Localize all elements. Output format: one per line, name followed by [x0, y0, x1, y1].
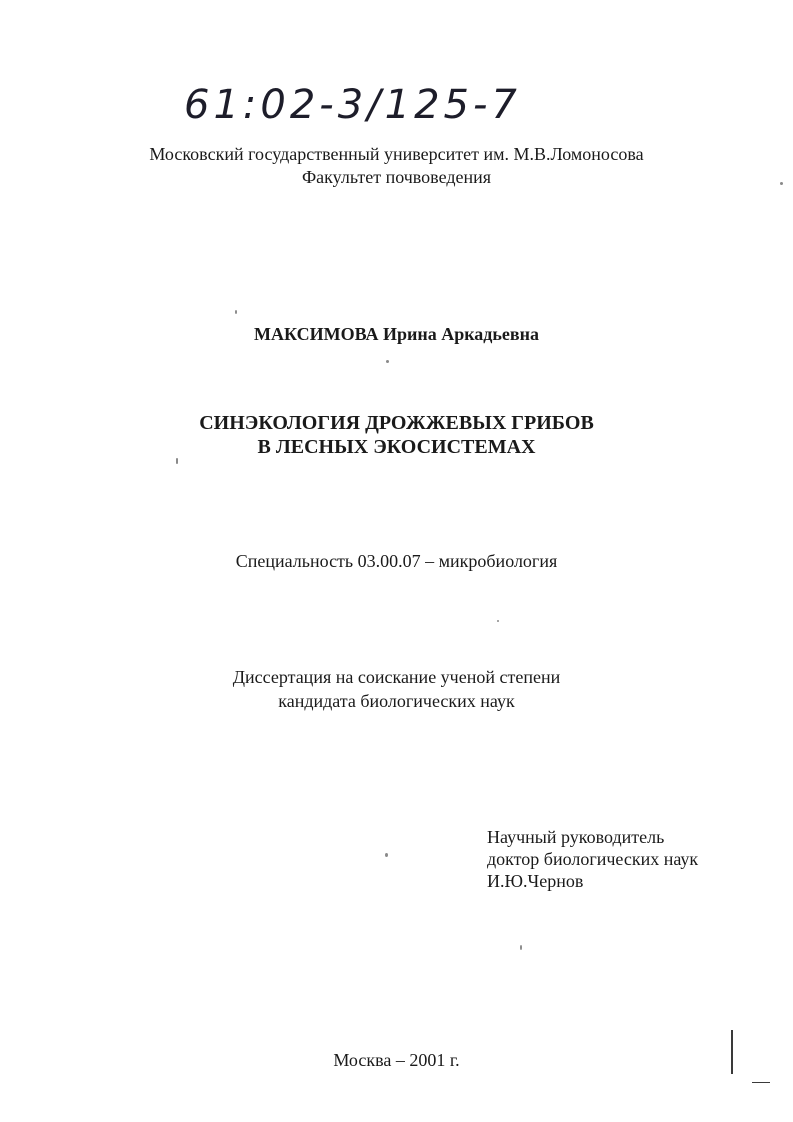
scan-speck [497, 620, 499, 622]
supervisor-degree: доктор биологических наук [487, 849, 699, 869]
dissertation-title-line2: В ЛЕСНЫХ ЭКОСИСТЕМАХ [257, 436, 536, 458]
scan-speck [520, 945, 522, 950]
scan-speck [780, 182, 783, 185]
author-surname: МАКСИМОВА [253, 324, 379, 344]
handwritten-code-drawing [180, 60, 520, 140]
supervisor-name: И.Ю.Чернов [487, 871, 584, 891]
specialty: Специальность 03.00.07 – микробиология [235, 551, 558, 571]
handwritten-archive-code [180, 60, 520, 140]
scan-speck [386, 360, 389, 363]
dissertation-degree-line1: Диссертация на соискание ученой степени [232, 667, 561, 687]
university-name: Московский государственный университет им. М.В.Ломоносова [149, 144, 644, 164]
scan-edge-mark [752, 1082, 770, 1083]
supervisor-role: Научный руководитель [487, 827, 665, 847]
scan-speck [235, 310, 237, 314]
supervisor-block [487, 826, 698, 892]
author-given-names: Ирина Аркадьевна [382, 324, 540, 344]
scan-speck [385, 853, 388, 857]
archive-code-text: 61:02-3/125-7 [184, 82, 520, 128]
dissertation-degree-line2: кандидата биологических наук [278, 691, 515, 711]
place-and-year: Москва – 2001 г. [333, 1050, 460, 1070]
faculty-name: Факультет почвоведения [301, 167, 492, 187]
author-name [0, 323, 793, 345]
scan-edge-mark [731, 1030, 733, 1074]
scan-speck [176, 458, 178, 464]
dissertation-title-line1: СИНЭКОЛОГИЯ ДРОЖЖЕВЫХ ГРИБОВ [199, 412, 594, 434]
